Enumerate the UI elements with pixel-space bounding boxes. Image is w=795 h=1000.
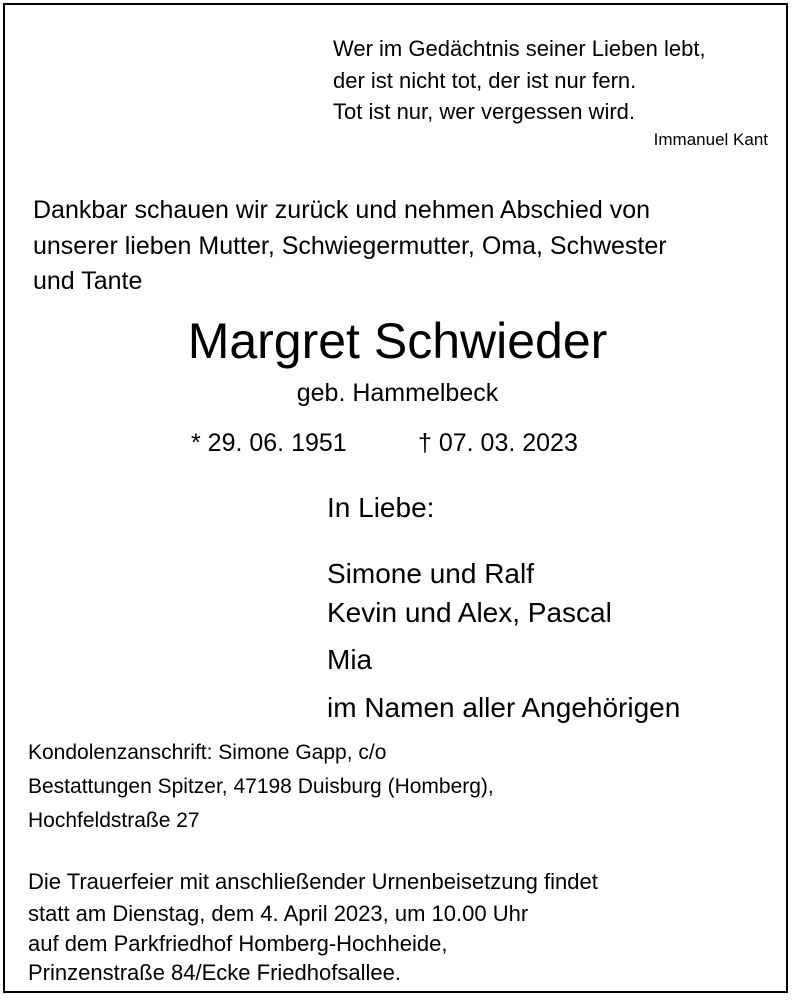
ceremony-line: statt am Dienstag, dem 4. April 2023, um 10.00 Uhr	[28, 901, 529, 926]
intro-line: und Tante	[33, 267, 143, 295]
condolence-line: Bestattungen Spitzer, 47198 Duisburg (Homberg),	[28, 775, 494, 798]
intro-line: Dankbar schauen wir zurück und nehmen Abschied von	[33, 196, 651, 224]
ceremony-line: auf dem Parkfriedhof Homberg-Hochheide,	[28, 931, 448, 956]
ceremony-line: Die Trauerfeier mit anschließender Urnenbeisetzung findet	[28, 869, 598, 894]
quote-line: der ist nicht tot, der ist nur fern.	[333, 68, 637, 93]
condolence-line: Hochfeldstraße 27	[28, 809, 200, 832]
birth-name: geb. Hammelbeck	[296, 379, 499, 407]
quote-author: Immanuel Kant	[653, 130, 768, 149]
mourner-name: im Namen aller Angehörigen	[327, 692, 681, 723]
mourners-heading: In Liebe:	[327, 492, 435, 523]
mourner-name: Mia	[327, 644, 373, 675]
intro-line: unserer lieben Mutter, Schwiegermutter, Oma, Schwester	[33, 232, 667, 260]
mourner-name: Simone und Ralf	[327, 558, 535, 589]
death-date: † 07. 03. 2023	[418, 429, 578, 457]
quote-line: Tot ist nur, wer vergessen wird.	[333, 99, 636, 124]
birth-date: * 29. 06. 1951	[191, 429, 347, 457]
deceased-name: Margret Schwieder	[187, 313, 608, 369]
quote-line: Wer im Gedächtnis seiner Lieben lebt,	[333, 36, 706, 61]
mourner-name: Kevin und Alex, Pascal	[327, 597, 612, 628]
ceremony-line: Prinzenstraße 84/Ecke Friedhofsallee.	[28, 960, 401, 985]
condolence-line: Kondolenzanschrift: Simone Gapp, c/o	[28, 741, 387, 764]
